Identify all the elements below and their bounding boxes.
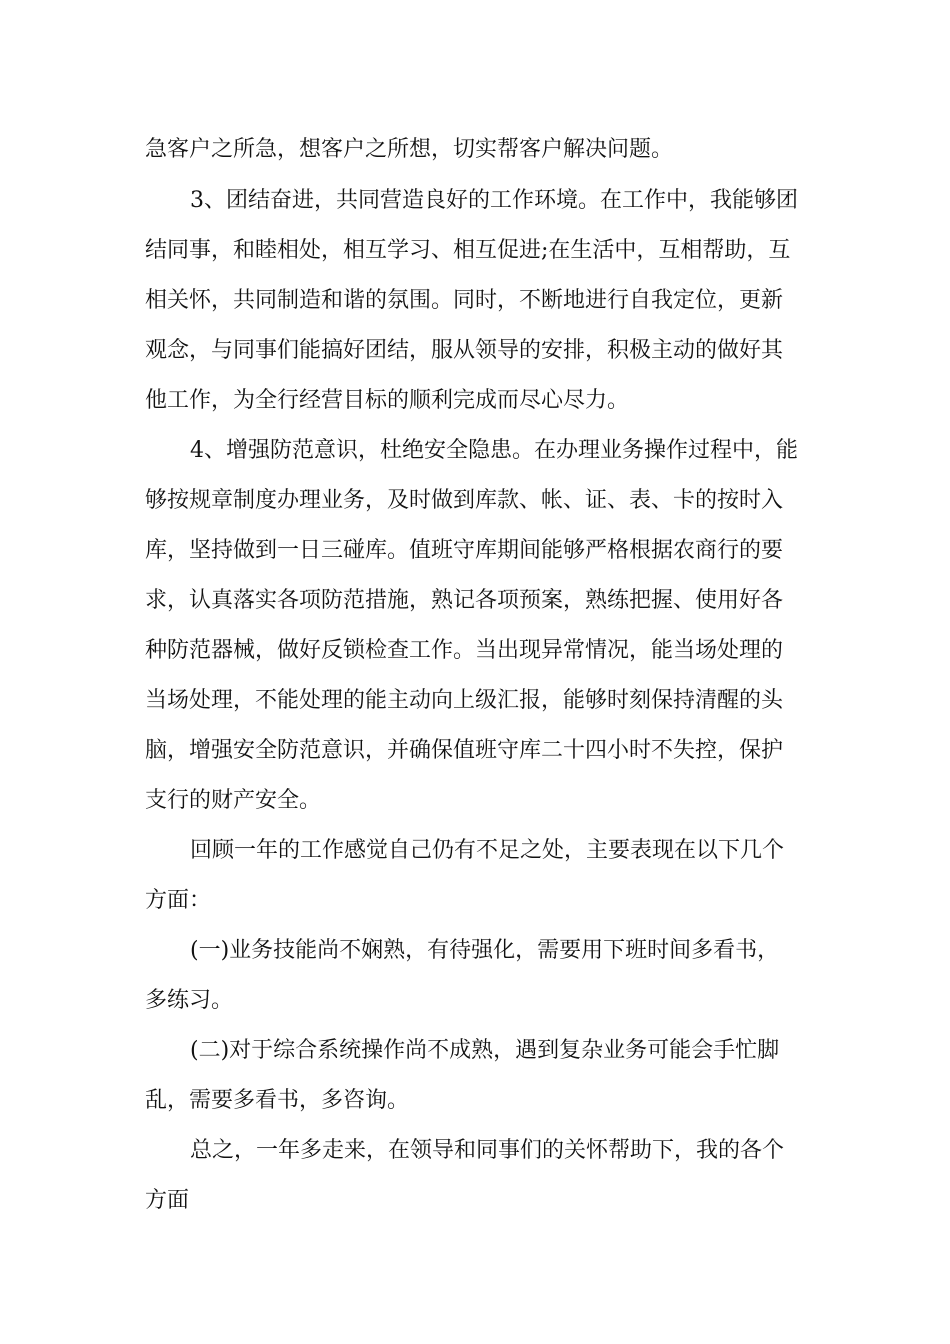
text-line-4: 相关怀，共同制造和谐的氛围。同时，不断地进行自我定位，更新 xyxy=(145,288,784,313)
text-line-13: 脑，增强安全防范意识，并确保值班守库二十四小时不失控，保护 xyxy=(145,738,784,763)
text-line-5: 观念，与同事们能搞好团结，服从领导的安排，积极主动的做好其 xyxy=(145,338,784,363)
text-line-20: 乱，需要多看书，多咨询。 xyxy=(145,1088,410,1113)
text-line-19: (二)对于综合系统操作尚不成熟，遇到复杂业务可能会手忙脚 xyxy=(190,1038,780,1063)
text-line-9: 库，坚持做到一日三碰库。值班守库期间能够严格根据农商行的要 xyxy=(145,538,784,563)
text-line-14: 支行的财产安全。 xyxy=(145,788,322,813)
text-line-6: 他工作，为全行经营目标的顺利完成而尽心尽力。 xyxy=(145,388,630,413)
text-line-10: 求，认真落实各项防范措施，熟记各项预案，熟练把握、使用好各 xyxy=(145,588,784,613)
text-line-15: 回顾一年的工作感觉自己仍有不足之处，主要表现在以下几个 xyxy=(190,838,785,863)
text-line-18: 多练习。 xyxy=(145,988,234,1013)
text-line-11: 种防范器械，做好反锁检查工作。当出现异常情况，能当场处理的 xyxy=(145,638,784,663)
text-line-22: 方面 xyxy=(145,1188,190,1213)
text-line-1: 急客户之所急，想客户之所想，切实帮客户解决问题。 xyxy=(145,137,674,162)
text-line-12: 当场处理，不能处理的能主动向上级汇报，能够时刻保持清醒的头 xyxy=(145,688,784,713)
text-line-7: 4、增强防范意识，杜绝安全隐患。在办理业务操作过程中，能 xyxy=(190,438,798,463)
text-line-2: 3、团结奋进，共同营造良好的工作环境。在工作中，我能够团 xyxy=(190,188,798,213)
text-line-17: (一)业务技能尚不娴熟，有待强化，需要用下班时间多看书， xyxy=(190,938,780,963)
text-line-8: 够按规章制度办理业务，及时做到库款、帐、证、表、卡的按时入 xyxy=(145,488,784,513)
text-line-16: 方面： xyxy=(145,888,212,913)
text-line-3: 结同事，和睦相处，相互学习、相互促进;在生活中，互相帮助，互 xyxy=(145,238,791,263)
text-line-21: 总之，一年多走来，在领导和同事们的关怀帮助下，我的各个 xyxy=(190,1138,785,1163)
